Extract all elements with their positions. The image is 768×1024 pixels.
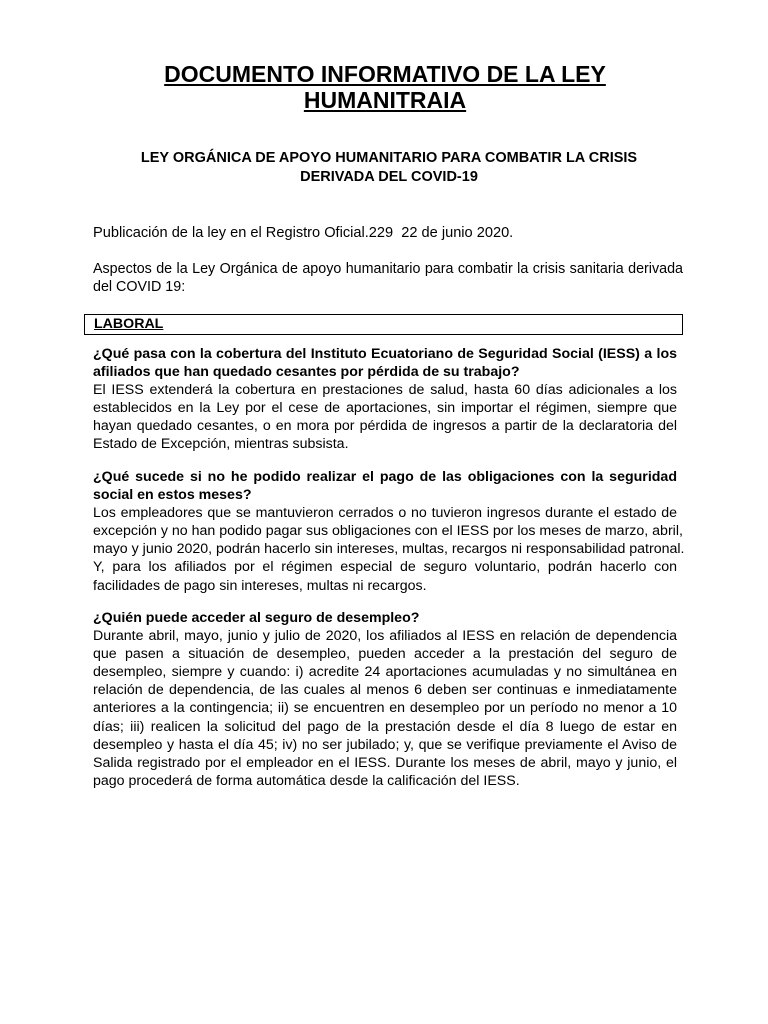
answer-line: facilidades de pago sin intereses, multas ni recargos. <box>93 577 427 594</box>
answer-line: hayan quedado cesantes, o en mora por pérdida de ingresos a partir de la declaratoria del <box>93 418 677 435</box>
answer-line: que pasen a situación de desempleo, pueden acceder a la prestación del seguro de <box>93 646 677 663</box>
question-2 <box>93 468 677 504</box>
question-line: ¿Qué sucede si no he podido realizar el pago de las obligaciones con la seguridad <box>93 469 677 485</box>
law-subtitle <box>92 149 686 187</box>
qa-block-1 <box>93 345 677 454</box>
answer-line: relación de dependencia, de las cuales al menos 6 deben ser continuas e inmediatamente <box>93 682 677 699</box>
answer-1 <box>93 381 677 453</box>
answer-line: Estado de Excepción, mientras subsista. <box>93 436 349 453</box>
question-line: ¿Qué pasa con la cobertura del Instituto Ecuatoriano de Seguridad Social (IESS) a los <box>93 346 677 362</box>
answer-2 <box>93 504 685 594</box>
question-line: social en estos meses? <box>93 487 252 504</box>
answer-line: Salida registrado por el empleador en el IESS. Durante los meses de abril, mayo y junio, el <box>93 754 677 771</box>
publication-info: Publicación de la ley en el Registro Oficial.229 22 de junio 2020. <box>93 225 514 241</box>
answer-line: Y, para los afiliados por el régimen especial de seguro voluntario, podrán hacerlo con <box>93 559 677 576</box>
document-title <box>90 61 680 113</box>
answer-line: días; iii) realicen la solicitud del pago de la prestación desde el día 8 luego de estar en <box>93 718 677 735</box>
question-line: ¿Quién puede acceder al seguro de desempleo? <box>93 610 420 626</box>
answer-3 <box>93 627 677 790</box>
answer-line: desempleo y hasta el día 45; iv) no ser jubilado; y, que se verifique previamente el Aviso de <box>93 736 677 753</box>
answer-line: pago procederá de forma automática desde la calificación del IESS. <box>93 772 520 789</box>
subtitle-line-1: LEY ORGÁNICA DE APOYO HUMANITARIO PARA COMBATIR LA CRISIS <box>140 150 638 166</box>
section-header-box <box>84 314 683 335</box>
answer-line: El IESS extenderá la cobertura en prestaciones de salud, hasta 60 días adicionales a los <box>93 382 677 399</box>
answer-line: Los empleadores que se mantuvieron cerrados o no tuvieron ingresos durante el estado de <box>93 505 677 522</box>
qa-block-2 <box>93 468 685 595</box>
title-line-2: HUMANITRAIA <box>303 87 467 113</box>
question-1 <box>93 345 677 381</box>
intro-paragraph: Aspectos de la Ley Orgánica de apoyo humanitario para combatir la crisis sanitaria derivada del COVID 19: <box>93 261 683 295</box>
subtitle-line-2: DERIVADA DEL COVID-19 <box>300 169 478 185</box>
answer-line: desempleo, siempre y cuando: i) acredite 24 aportaciones acumuladas y no simultánea en <box>93 664 677 681</box>
section-label: LABORAL <box>94 316 164 332</box>
answer-line: Durante abril, mayo, junio y julio de 2020, los afiliados al IESS en relación de dependencia <box>93 628 677 645</box>
title-line-1: DOCUMENTO INFORMATIVO DE LA LEY <box>164 61 606 87</box>
answer-line: excepción y no han podido pagar sus obligaciones con el IESS por los meses de marzo, abril, <box>93 523 683 540</box>
question-line: afiliados que han quedado cesantes por pérdida de su trabajo? <box>93 364 520 381</box>
answer-line: anteriores a la contingencia; ii) se encuentren en desempleo por un período no menor a 10 <box>93 700 677 717</box>
answer-line: establecidos en la Ley por el cese de aportaciones, sin importar el régimen, siempre que <box>93 400 677 417</box>
qa-block-3 <box>93 609 677 790</box>
question-3 <box>93 609 677 627</box>
answer-line: mayo y junio 2020, podrán hacerlo sin intereses, multas, recargos ni responsabilidad patronal. <box>93 541 685 558</box>
